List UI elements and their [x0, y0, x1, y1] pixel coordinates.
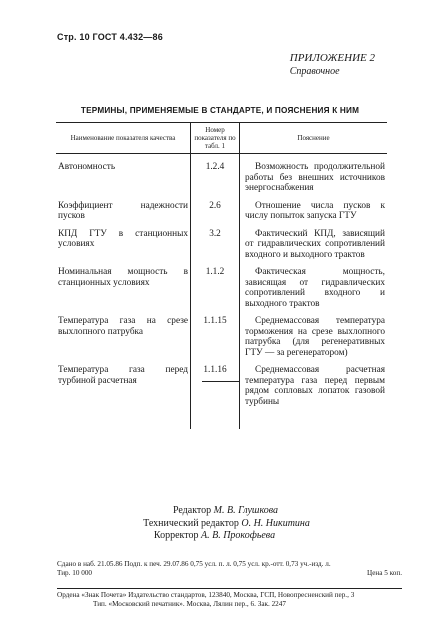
table-row: [56, 229, 387, 268]
term-number: 1.2.4: [191, 154, 240, 201]
term-name: Температура газа перед турбиной расчетная: [56, 365, 191, 429]
imprint-block: [57, 560, 402, 578]
page-header: Стр. 10 ГОСТ 4.432—86: [57, 32, 163, 42]
publisher-block: [57, 588, 402, 609]
credit-tech-editor-name: О. Н. Никитина: [241, 517, 310, 529]
table-row: [56, 154, 387, 201]
table-row: [56, 267, 387, 316]
imprint-line: Сдано в наб. 21.05.86 Подп. к печ. 29.07.86 0,75 усл. п. л. 0,75 усл. кр.-отт. 0,73 уч.-изд. л.: [57, 560, 331, 568]
term-number: 1.1.16: [191, 365, 240, 429]
term-number: 1.1.15: [191, 316, 240, 365]
appendix-label: ПРИЛОЖЕНИЕ 2: [289, 52, 375, 64]
publisher-line: Ордена «Знак Почета» Издательство стандартов, 123840, Москва, ГСП, Новопресненский пер., 3: [57, 591, 355, 599]
table-header-row: [56, 123, 387, 154]
terms-table: [56, 122, 387, 429]
section-divider: [202, 381, 240, 382]
imprint-circulation: Тир. 10 000: [57, 569, 93, 577]
term-name: Температура газа на срезе выхлопного патрубка: [56, 316, 191, 365]
term-explanation: Фактический КПД, зависящий от гидравлических сопротивлений входного и выходного трактов: [245, 228, 385, 260]
column-header-name: Наименование показателя качества: [56, 123, 191, 154]
term-name: Автономность: [56, 154, 191, 201]
table-row: [56, 201, 387, 229]
credit-tech-editor-role: Технический редактор: [143, 517, 239, 529]
term-number: 1.1.2: [191, 267, 240, 316]
term-name: КПД ГТУ в станционных условиях: [56, 229, 191, 268]
table-row: [56, 316, 387, 365]
column-header-explanation: Пояснение: [240, 123, 388, 154]
term-explanation: Среднемассовая расчетная температура газа перед первым рядом сопловых лопаток газовой турбины: [245, 365, 385, 407]
credit-editor-name: М. В. Глушкова: [213, 505, 279, 516]
credit-editor-role: Редактор: [172, 505, 212, 516]
credits-block: [0, 505, 427, 543]
printer-line: Тип. «Московский печатник». Москва, Лялин пер., 6. Зак. 2247: [93, 600, 286, 608]
term-explanation: Возможность продолжительной работы без внешних источников энергоснабжения: [245, 162, 385, 193]
credit-proofreader-name: А. В. Прокофьева: [200, 530, 276, 541]
term-name: Коэффициент надежности пусков: [56, 201, 191, 229]
term-name: Номинальная мощность в станционных условиях: [56, 267, 191, 316]
term-explanation: Отношение числа пусков к числу попыток запуска ГТУ: [245, 200, 385, 221]
imprint-price: Цена 5 коп.: [367, 569, 402, 577]
credit-tech-editor: [0, 518, 427, 531]
credit-editor: [0, 505, 427, 518]
imprint-row: [57, 569, 402, 578]
term-explanation: Фактическая мощность, зависящая от гидравлических сопротивлений входного и выходного трактов: [245, 267, 385, 309]
credit-proofreader: [0, 530, 427, 543]
section-title: ТЕРМИНЫ, ПРИМЕНЯЕМЫЕ В СТАНДАРТЕ, И ПОЯСНЕНИЯ К НИМ: [80, 106, 360, 115]
appendix-label-block: [290, 52, 375, 78]
credit-proofreader-role: Корректор: [153, 530, 199, 541]
table-row: [56, 365, 387, 429]
column-header-number: Номер показателя по табл. 1: [191, 123, 240, 154]
appendix-type: Справочное: [289, 66, 340, 77]
term-explanation: Среднемассовая температура торможения на срезе выхлопного патрубка (для регенеративных ГТУ — за регенератором): [245, 316, 385, 358]
term-number: 2.6: [191, 201, 240, 229]
term-number: 3.2: [191, 229, 240, 268]
